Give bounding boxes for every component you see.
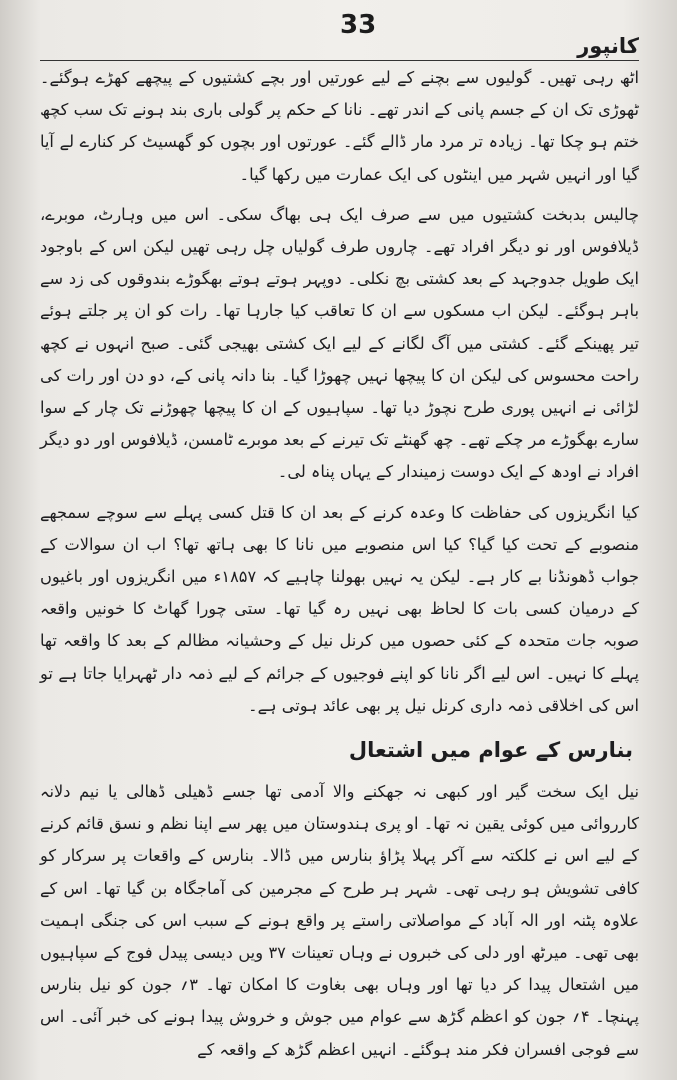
paragraph-neill-benares: نیل ایک سخت گیر اور کبھی نہ جھکنے والا آدمی تھا جسے ڈھیلی ڈھالی یا نیم دلانہ کارروائی میں کوئی یقین نہ تھا۔ او پری ہندوستان میں پھر سے اپنا نظم و نسق قائم کرنے کے لیے اس نے کلکتہ سے آکر پہلا پڑاؤ بنارس میں ڈالا۔ بنارس کے واقعات پر سرکار کو کافی تشویش ہو رہی تھی۔ شہر ہر طرح کے مجرمین کی آماجگاہ بن گیا تھا۔ اس کے علاوہ پٹنہ اور الہ آباد کے مواصلاتی راستے پر واقع ہونے کے سبب اس کی جنگی اہمیت بھی تھی۔ میرٹھ اور دلی کی خبروں نے وہاں تعینات ۳۷ ویں دیسی پیدل فوج کے سپاہیوں میں اشتعال پیدا کر دیا تھا اور وہاں بھی بغاوت کا امکان تھا۔ ۳؍ جون کو نیل بنارس پہنچا۔ ۴؍ جون کو اعظم گڑھ سے عوام میں جوش و خروش پیدا ہونے کی خبر آئی۔ اس سے فوجی افسران فکر مند ہوگئے۔ انہیں اعظم گڑھ کے واقعہ کے (40, 782, 640, 1059)
page-body (40, 58, 639, 1066)
paragraph-boat-massacre: اٹھ رہی تھیں۔ گولیوں سے بچنے کے لیے عورتیں اور بچے کشتیوں کے پیچھے کھڑے ہوگئے۔ ٹھوڑی تک ان کے جسم پانی کے اندر تھے۔ نانا کے حکم پر گولی باری بند ہونے تک سب کچھ ختم ہو چکا تھا۔ زیادہ تر مرد مار ڈالے گئے۔ عورتوں اور بچوں کو گھسیٹ کر کنارے لے آیا گیا اور انہیں شہر میں اینٹوں کی ایک عمارت میں رکھا گیا۔ (40, 68, 639, 184)
section-heading: بنارس کے عوام میں اشتعال (348, 738, 633, 763)
paragraph-responsibility: کیا انگریزوں کی حفاظت کا وعدہ کرنے کے بعد ان کا قتل کسی پہلے سے سوچے سمجھے منصوبے کے تحت کیا گیا؟ کیا اس منصوبے میں نانا کا بھی ہاتھ تھا؟ اب ان سوالات کے جواب ڈھونڈنا بے کار ہے۔ لیکن یہ نہیں بھولنا چاہیے کہ ۱۸۵۷ء میں انگریزوں اور باغیوں کے درمیان کسی بات کا لحاظ بھی نہیں رہ گیا تھا۔ ستی چورا گھاٹ کا خونیں واقعہ صوبہ جات متحدہ کے کئی حصوں میں کرنل نیل کے وحشیانہ مظالم کے بعد کا واقعہ تھا پہلے کا نہیں۔ اس لیے اگر نانا کو اپنے فوجیوں کے جرائم کے لیے ذمہ دار ٹھہرایا جاتا ہے تو اس کی اخلاقی ذمہ داری کرنل نیل پر بھی عائد ہوتی ہے۔ (40, 502, 639, 715)
running-head: کانپور (577, 34, 639, 58)
page-number: 33 (340, 10, 377, 40)
header-rule (40, 60, 639, 61)
paragraph-forty-boats: چالیس بدبخت کشتیوں میں سے صرف ایک ہی بھاگ سکی۔ اس میں وہارٹ، موبرے، ڈیلافوس اور نو دیگر افراد تھے۔ چاروں طرف گولیاں چل رہی تھیں لیکن اس کے باوجود ایک طویل جدوجہد کے بعد کشتی بچ نکلی۔ دوپہر ہوتے ہوتے بھگوڑے بندوقوں کی زد سے باہر ہوگئے۔ لیکن اب مسکوں سے ان کا تعاقب کیا جارہا تھا۔ رات کو ان پر جلتے ہوئے تیر پھینکے گئے۔ کشتی میں آگ لگانے کے لیے ایک کشتی بھیجی گئی۔ صبح انہوں نے کچھ راحت محسوس کی لیکن ان کا پیچھا نہیں چھوڑا گیا۔ بنا دانہ پانی کے، دو دن اور رات کی لڑائی نے انہیں پوری طرح نچوڑ دیا تھا۔ سپاہیوں کے ان کا پیچھا چھوڑنے تک چار کے سوا سارے بھگوڑے مر چکے تھے۔ چھ گھنٹے تک تیرنے کے بعد موبرے ٹامسن، ڈیلافوس اور دو دیگر افراد نے اودھ کے ایک دوست زمیندار کے یہاں پناہ لی۔ (40, 204, 639, 482)
page-header (40, 0, 639, 58)
